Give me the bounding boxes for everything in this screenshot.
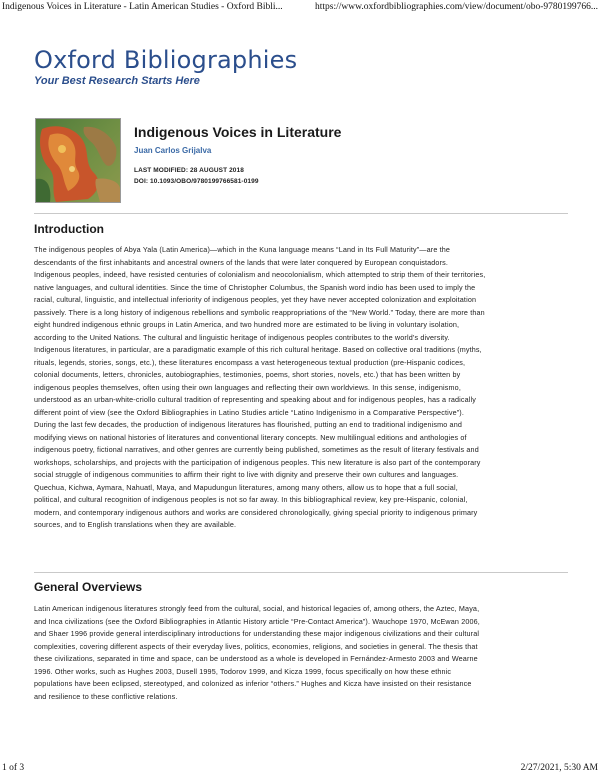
text-line: and resilience to these conflictive relations. [34,691,178,701]
logo-wordmark: Oxford Bibliographies [34,46,298,74]
print-header-title: Indigenous Voices in Literature - Latin American Studies - Oxford Bibli... [2,2,283,12]
print-datetime: 2/27/2021, 5:30 AM [520,763,598,773]
general-overviews-paragraph [34,603,570,703]
text-line: 1996. Other works, such as Hughes 2003, Dusell 1995, Todorov 1999, and Kicza 1999, focus specifically on how these ethnic [34,666,452,676]
text-line: rituals, legends, stories, songs, etc.), these literatures encompass a vast heterogeneous textual production (pre-Hispanic codices, [34,357,466,367]
print-header-url[interactable]: https://www.oxfordbibliographies.com/view/document/obo-9780199766... [314,2,598,12]
text-line: Quechua, Kichwa, Aymara, Nahuatl, Maya, and Mapudungun literatures, among many others, allow us to hope that a full social, [34,482,458,492]
article-author-link[interactable]: Juan Carlos Grijalva [134,146,212,155]
text-line: eight hundred indigenous ethnic groups in Latin America, and two hundred more are estimated to be living in voluntary isolation, [34,320,460,329]
section-title-introduction: Introduction [34,222,104,236]
text-line: Latin American indigenous literatures strongly feed from the cultural, social, and historical legacies of, among others, the Aztec, Maya, [34,604,480,613]
oxford-bibliographies-logo[interactable] [34,46,298,88]
text-line: modern, and contemporary indigenous authors and works are considered chronologically, giving special priority to indigenous primary [34,507,478,517]
text-line: modifying views on national histories of literatures and conventional literary concepts. New multilingual editions and anthologies of [34,432,467,442]
text-line: During the last few decades, the production of indigenous literatures has flourished, putting an end to traditional indigenismo and [34,420,462,429]
divider [34,572,568,573]
print-footer [0,762,600,776]
text-line: native languages, and cultural identities. Since the time of Christopher Columbus, the Spanish word indio has been used to imply the [34,282,476,292]
text-line: understood as an urban-white-criollo cultural tradition of representing and speaking about and for indigenous peoples, has a radically [34,395,477,404]
introduction-paragraph [34,244,570,532]
text-line: and Shaer 1996 provide general interdisciplinary introductions for understanding these major indigenous civilizations and their cultural [34,629,480,638]
text-line: workshops, scholarships, and projects with the participation of indigenous peoples. This new literature is also part of the contemporary [34,457,481,467]
text-line: The indigenous peoples of Abya Yala (Latin America)—which in the Kuna language means “Land in Its Full Maturity”—are the [34,245,451,254]
divider [34,213,568,214]
text-line: social struggle of indigenous communities to affirm their right to live with dignity and preserve their own cultures and languages. [34,470,459,479]
text-line: political, and cultural recognition of indigenous peoples is not so far away. In this bibliographical review, key pre-Hispanic, colonial, [34,495,468,504]
map-illustration-icon [36,119,120,202]
article-thumbnail-image [35,118,121,203]
article-header [134,124,574,187]
text-line: colonial documents, letters, chronicles, autobiographies, testimonies, poems, short stories, novels, etc.) that has been written by [34,370,461,379]
text-line: racial, cultural, linguistic, and intellectual inferiority of indigenous peoples, yet they have never accepted colonization and exploitation [34,295,477,304]
text-line: according to the United Nations. The cultural and linguistic heritage of indigenous peoples contributes to the world’s diversity. [34,332,450,342]
text-line: Indigenous literatures, in particular, are a paradigmatic example of this rich cultural heritage. Based on collective oral traditions (myths, [34,345,482,354]
text-line: sources, and to English translations when they are available. [34,520,237,529]
text-line: indigenous peoples themselves, often using their own languages and reflecting their own worldviews. In this sense, indigenismo, [34,382,461,392]
text-line: passively. There is a long history of indigenous rebellions and symbolic reappropriations of the “New World.” Today, there are more than [34,307,485,317]
text-line: descendants of the first inhabitants and ancestral owners of the lands that were later conquered by European conquistadors. [34,257,449,267]
text-line: and Inca civilizations (see the Oxford Bibliographies in Atlantic History article “Pre-Contact America”). Wauchope 1970, McEwan 2006, [34,616,480,626]
article-title: Indigenous Voices in Literature [134,124,342,140]
print-header [0,0,600,14]
text-line: these civilizations, separated in time and space, can be understood as a whole is developed in Fernández-Armesto 2003 and Wearne [34,654,478,663]
last-modified-date: LAST MODIFIED: 28 AUGUST 2018 [134,167,244,174]
text-line: indigenous poetry, fictional narratives, and other genres are currently being published, sometimes as the result of literary festivals and [34,445,479,454]
text-line: populations have been eclipsed, stereotyped, and colonized as inferior “others.” Hughes and Kicza have insisted on their resistance [34,679,472,688]
text-line: different point of view (see the Oxford Bibliographies in Latino Studies article “Latino Indigenismo in a Comparative Perspective”). [34,407,464,417]
logo-tagline: Your Best Research Starts Here [34,75,200,87]
text-line: Indigenous peoples, indeed, have resisted centuries of colonialism and neocolonialism, which attempted to strip them of their territories, [34,270,486,279]
section-title-general-overviews: General Overviews [34,580,143,594]
doi-identifier: DOI: 10.1093/OBO/9780199766581-0199 [134,178,259,185]
page-number: 1 of 3 [2,763,25,773]
text-line: complexities, covering different aspects of their everyday lives, politics, economies, religions, and societies in general. The thesis that [34,641,478,651]
